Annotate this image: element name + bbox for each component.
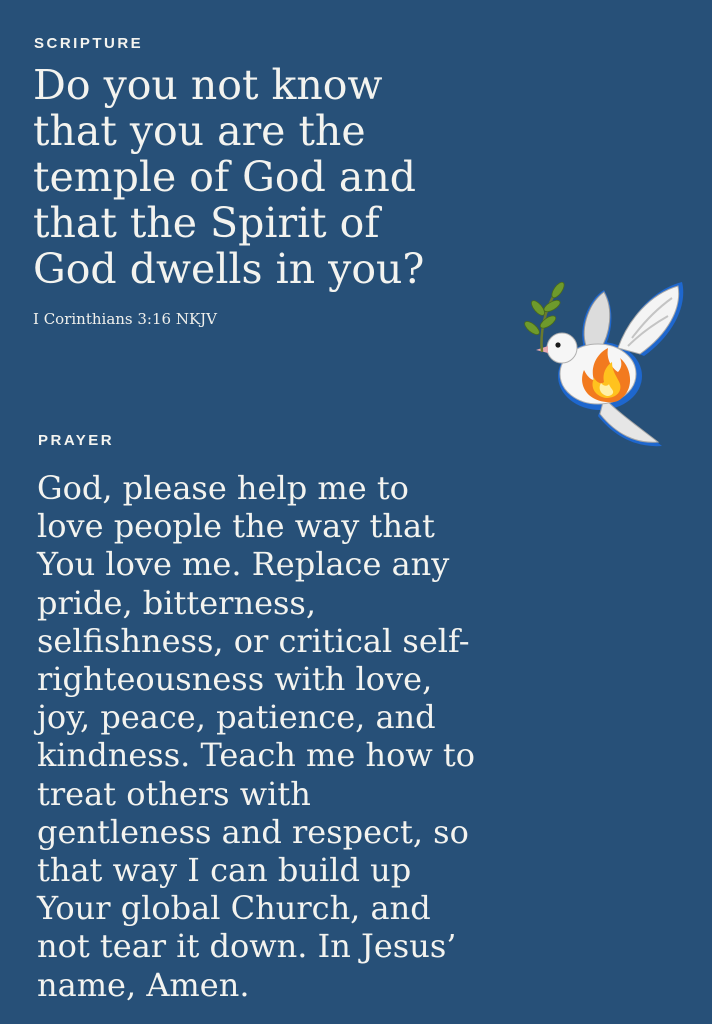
scripture-section-label: SCRIPTURE	[34, 35, 144, 52]
scripture-verse-text: Do you not know that you are the temple of God and that the Spirit of God dwells in you?	[33, 61, 425, 293]
prayer-text: God, please help me to love people the way that You love me. Replace any pride, bitterness, selfishness, or critical self- righteousness with love, joy, peace, patience, and kindness. Teach me how to treat others with gentleness and respect, so that way I can build up Your global Church, and not tear it down. In Jesus’ name, Amen.	[37, 469, 476, 1004]
dove-with-olive-branch-and-fire-icon	[512, 276, 687, 452]
prayer-section-label: PRAYER	[38, 432, 115, 449]
scripture-reference: I Corinthians 3:16 NKJV	[33, 310, 218, 328]
